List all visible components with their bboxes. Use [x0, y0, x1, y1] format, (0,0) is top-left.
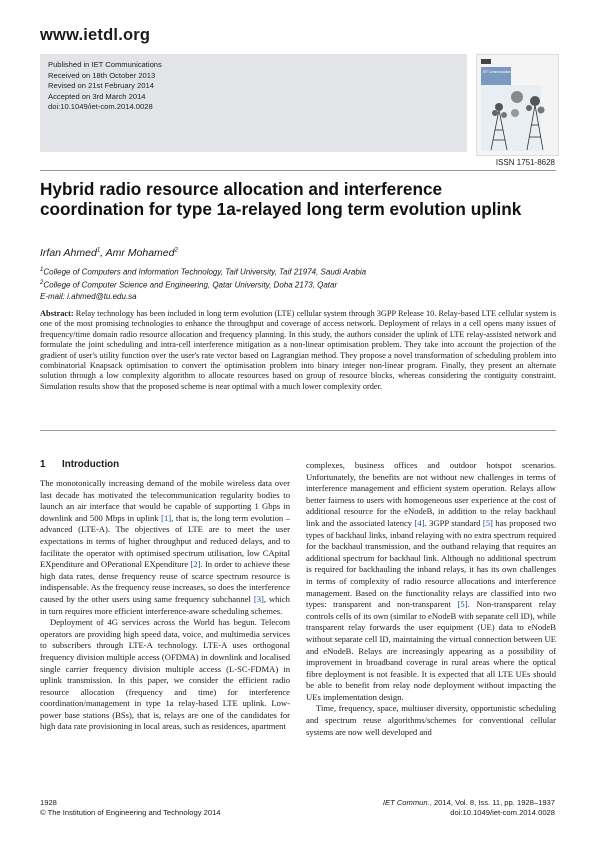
header-divider [40, 170, 556, 171]
paragraph: Time, frequency, space, multiuser diversity, opportunistic scheduling and spectrum reuse algorithms/schemes for conventional cellular systems are now well developed and [306, 703, 556, 737]
section-title: Introduction [62, 459, 120, 470]
abstract-text: Relay technology has been included in long term evolution (LTE) cellular system through 3GPP Release 10. Relay-based LTE cellular system is one of the most promising technologies to enhance the throughput and coverage of access network. Deployment of relays in a cell opens many issues of frequency/time domain radio resource allocation and frequency planning. In this study, the authors consider the uplink of LTE relay-assisted network and formulate the joint scheduling and intra-cell interference mitigation as a non-linear optimisation problem. They take into account the projection of the gradient of user's utility function over the user's rate vector based on Lagrangian method. They propose a novel transformation of scheduling problem into combinatorial Knapsack optimisation to convert the optimisation problem into binary integer non-linear program. Finally, they present an alternate solution through a low complexity algorithm to allocate resources based on group of resource blocks, whereas considering the contiguity constraint. Simulation results show that the proposed scheme is near optimal with a much lower complexity order. [40, 309, 556, 391]
citation-link[interactable]: [5] [482, 517, 493, 528]
issn: ISSN 1751-8628 [495, 158, 555, 167]
citation-link[interactable]: [5] [457, 599, 468, 610]
body-column-left [40, 478, 290, 733]
paragraph: complexes, business offices and outdoor hotspot scenarios. Unfortunately, the benefits are not without new challenges in terms of interference management and efficient system operation. Relays allow better fairness to users with homogeneous user experience at the cost of additional resource for the eNodeB, in addition to the relay backhaul link and the associated latency [4]. 3GPP standard [5] has proposed two types of backhaul links, inband relaying with no extra spectrum required for the backhaul transmission, and the outband relaying that requires an additional spectrum for backhaul link. Although no additional spectrum is required for backhauling the inband relays, it has its own challenges in terms of complexity of radio resource allocations and interference management. Based on the functionality relays are classified into two types: transparent and non-transparent [5]. Non-transparent relay controls cells of its own (similar to eNodeB with separate cell ID), while transparent relay forwards the user equipment (UE) data to eNodeB without separate cell ID, maintaining the virtual connection between UE and eNodeB. Relays are increasingly appearing as a possibility of improvement in broadband coverage in rural areas where the optical fibre deployment is not feasible. It is expected that all LTE UEs should be able to benefit from relay node deployment without impacting the UEs implementation design. [306, 460, 556, 702]
paragraph: Deployment of 4G services across the World has begun. Telecom operators are providing high speed data, voice, and multimedia services to subscribers through LTE-A technology. LTE-A uses orthogonal frequency division multiple access (OFDMA) in downlink and localised single carrier frequency division multiple access (L-SC-FDMA) in uplink transmission. In this paper, we consider the efficient radio resource allocation (frequency and time) for interference coordination/management in type 1a relay-based LTE uplink. Low-power base stations (BSs), that is, relays are one of the candidates for high data rate provisioning in local areas, such as residences, apartment [40, 617, 290, 732]
info-line: Revised on 21st February 2014 [48, 81, 154, 91]
publication-info [48, 60, 162, 113]
citation-link[interactable]: [1] [161, 512, 172, 523]
section-number: 1 [40, 459, 46, 470]
citation-link[interactable]: [2] [190, 559, 201, 570]
affiliation-marker: 1 [96, 247, 101, 254]
info-line: doi:10.1049/iet-com.2014.0028 [48, 102, 153, 112]
section-heading [40, 459, 119, 470]
body-column-right [306, 460, 556, 738]
affiliation-marker: 2 [174, 247, 178, 254]
journal-cover-image [476, 54, 559, 156]
info-line: Published in IET Communications [48, 60, 162, 69]
abstract [40, 309, 556, 392]
copyright: © The Institution of Engineering and Technology 2014 [40, 808, 221, 817]
author-separator: , [100, 247, 106, 259]
journal-citation: IET Commun., 2014, Vol. 8, Iss. 11, pp. 1928–1937 [382, 798, 555, 807]
info-line: Received on 18th October 2013 [48, 70, 156, 80]
footer-left [40, 798, 221, 818]
paragraph: The monotonically increasing demand of the mobile wireless data over last decade has motivated the telecommunication regularity bodies to launch an air interface that would be capable of supporting 1 Gbps in downlink and 500 Mbps in uplink [1], that is, the long term evolution – advanced (LTE-A). The objectives of LTE are to meet the user expectations in terms of higher throughput and reduced delays, and to facilitate the operator with optimised spectrum utilisation, low CApital EXpenditure and OPerational EXpenditure [2]. In order to achieve these high data rates, dense frequency reuse of scarce spectrum resource is indispensable. As the frequency reuse increases, so does the interference caused by the other users using same frequency subchannel [3], which in turn requires more efficient interference-aware scheduling schemes. [40, 478, 290, 616]
author-list [40, 247, 178, 259]
journal-cover-art [477, 55, 558, 155]
citation-link[interactable]: [3] [253, 593, 264, 604]
paper-title: Hybrid radio resource allocation and interference coordination for type 1a-relayed long term evolution uplink [40, 179, 522, 219]
abstract-label: Abstract: [40, 309, 74, 318]
citation-link[interactable]: [4] [414, 517, 425, 528]
footer-right [383, 798, 555, 818]
footer-doi: doi:10.1049/iet-com.2014.0028 [450, 808, 555, 817]
page-number: 1928 [40, 798, 57, 807]
affiliation-line: $^1$College of Computers and Information Technology, Taif University, Taif 21974, Saudi Arabia [40, 267, 367, 277]
affiliations [40, 265, 366, 302]
abstract-divider [40, 430, 556, 431]
cover-title: IET Communications [483, 70, 513, 74]
site-url[interactable]: www.ietdl.org [40, 26, 151, 44]
info-line: Accepted on 3rd March 2014 [48, 91, 146, 101]
affiliation-line: $^2$College of Computer Science and Engineering, Qatar University, Doha 2173, Qatar [40, 280, 338, 290]
author-name: Amr Mohamed [105, 247, 175, 259]
author-name: Irfan Ahmed [40, 247, 97, 259]
author-email[interactable]: E-mail: i.ahmed@tu.edu.sa [40, 291, 137, 301]
